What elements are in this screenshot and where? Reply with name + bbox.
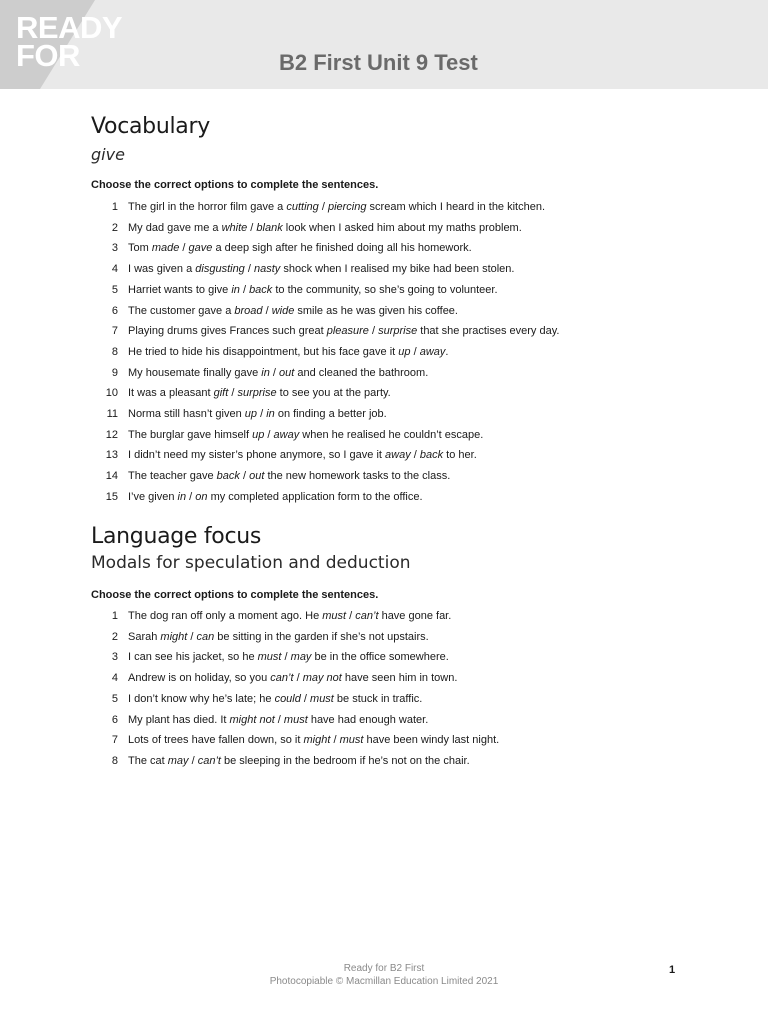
sentence-start: My plant has died. It	[128, 713, 230, 726]
ready-for-logo	[0, 0, 150, 89]
item-sentence	[128, 261, 514, 277]
item-sentence	[128, 365, 428, 381]
option-b[interactable]: must	[310, 692, 334, 705]
sentence-end: that she practises every day.	[417, 325, 560, 338]
item-number: 1	[111, 201, 118, 213]
vocabulary-title: Vocabulary	[91, 114, 210, 139]
option-separator: /	[274, 713, 284, 726]
footer-line-2: Photocopiable © Macmillan Education Limited 2021	[269, 976, 499, 987]
option-b[interactable]: must	[283, 713, 308, 726]
footer	[0, 962, 768, 988]
sentence-start: The burglar gave himself	[128, 428, 253, 441]
sentence-start: I’ve given	[128, 490, 178, 503]
item-sentence	[128, 649, 449, 665]
sentence-end: when he realised he couldn’t escape.	[299, 428, 484, 441]
option-b[interactable]: wide	[271, 304, 295, 317]
option-b[interactable]: surprise	[378, 325, 418, 338]
option-b[interactable]: can	[196, 630, 215, 643]
option-separator: /	[228, 387, 238, 400]
sentence-start: He tried to hide his disappointment, but his face gave it	[128, 345, 399, 358]
option-a[interactable]: pleasure	[326, 325, 369, 338]
sentence-start: Sarah	[128, 630, 161, 643]
option-separator: /	[293, 672, 303, 685]
item-number: 6	[111, 304, 118, 317]
item-number: 7	[111, 734, 118, 747]
item-sentence	[128, 753, 470, 769]
option-a[interactable]: disgusting	[195, 263, 245, 276]
option-b[interactable]: can’t	[197, 754, 221, 767]
sentence-start: The teacher gave	[128, 470, 217, 483]
item-number: 3	[111, 651, 118, 664]
sentence-start: The dog ran off only a moment ago. He	[128, 610, 323, 622]
sentence-start: Playing drums gives Frances such great	[128, 325, 327, 338]
sentence-end: and cleaned the bathroom.	[294, 366, 429, 379]
sentence-start: Norma still hasn’t given	[128, 408, 245, 420]
item-sentence	[128, 220, 522, 236]
item-sentence	[128, 323, 559, 339]
option-b[interactable]: may	[290, 651, 312, 664]
option-separator: /	[239, 283, 250, 296]
sentence-end: have gone far.	[378, 610, 452, 622]
option-a[interactable]: gift	[213, 387, 229, 400]
option-a[interactable]: back	[216, 470, 240, 483]
option-a[interactable]: made	[151, 242, 180, 255]
sentence-end: to see you at the party.	[276, 387, 391, 400]
sentence-end: be stuck in traffic.	[333, 692, 423, 705]
option-b[interactable]: out	[279, 366, 295, 379]
page-number: 1	[669, 964, 676, 976]
option-b[interactable]: must	[339, 734, 364, 747]
item-number: 8	[111, 754, 118, 767]
item-sentence	[128, 489, 423, 505]
option-b[interactable]: on	[195, 490, 208, 503]
option-a[interactable]: might	[303, 734, 331, 747]
item-number: 8	[111, 345, 118, 358]
sentence-end: scream which I heard in the kitchen.	[366, 201, 546, 213]
option-a[interactable]: might not	[229, 713, 275, 726]
item-number: 14	[105, 470, 118, 483]
footer-line-1: Ready for B2 First	[343, 963, 425, 974]
option-b[interactable]: may not	[302, 672, 342, 685]
item-sentence	[128, 282, 498, 298]
item-number: 10	[105, 387, 118, 400]
item-number: 4	[111, 672, 118, 685]
sentence-start: The girl in the horror film gave a	[128, 201, 287, 213]
item-number: 15	[105, 490, 118, 503]
item-number: 3	[111, 242, 118, 255]
option-separator: /	[244, 263, 254, 276]
option-separator: /	[247, 221, 257, 234]
sentence-start: It was a pleasant	[128, 387, 214, 400]
sentence-end: to the community, so she’s going to volunteer.	[272, 283, 498, 296]
page-title: B2 First Unit 9 Test	[279, 50, 478, 75]
option-separator: /	[188, 754, 198, 767]
option-separator: /	[410, 449, 420, 462]
item-sentence	[128, 303, 458, 319]
option-b[interactable]: back	[419, 449, 444, 462]
option-separator: /	[368, 325, 379, 338]
sentence-end: the new homework tasks to the class.	[264, 470, 451, 483]
item-number: 13	[105, 449, 118, 462]
sentence-start: I didn’t need my sister’s phone anymore, so I gave it	[128, 449, 386, 462]
logo-line-2: FOR	[16, 38, 80, 73]
item-number: 4	[111, 263, 118, 276]
item-number: 5	[111, 283, 118, 296]
option-separator: /	[257, 408, 267, 420]
option-b[interactable]: out	[249, 470, 265, 483]
option-a[interactable]: white	[221, 221, 248, 234]
item-sentence	[128, 199, 545, 215]
option-separator: /	[281, 651, 291, 664]
option-b[interactable]: in	[266, 408, 275, 420]
item-number: 7	[111, 325, 118, 338]
option-separator: /	[262, 304, 272, 317]
option-a[interactable]: away	[385, 449, 411, 462]
sentence-start: The customer gave a	[128, 304, 235, 317]
vocabulary-subtitle: give	[91, 145, 125, 164]
sentence-end: on finding a better job.	[274, 408, 387, 420]
option-a[interactable]: may	[167, 754, 189, 767]
sentence-end: be sitting in the garden if she’s not upstairs.	[214, 630, 429, 643]
item-number: 1	[111, 610, 118, 622]
option-a[interactable]: might	[160, 630, 188, 643]
item-sentence	[128, 240, 472, 256]
sentence-end: my completed application form to the office.	[207, 490, 423, 503]
item-sentence	[128, 427, 483, 443]
option-b[interactable]: nasty	[253, 263, 281, 276]
option-b[interactable]: surprise	[237, 387, 277, 400]
item-sentence	[128, 385, 391, 401]
sentence-start: I was given a	[128, 263, 196, 276]
option-separator: /	[187, 630, 197, 643]
sentence-start: The cat	[128, 754, 168, 767]
item-sentence	[128, 732, 499, 748]
option-separator: /	[300, 692, 311, 705]
option-a[interactable]: must	[322, 610, 347, 622]
logo-line-1: READY	[16, 10, 123, 45]
sentence-end: shock when I realised my bike had been stolen.	[280, 263, 515, 276]
option-b[interactable]: away	[273, 428, 300, 441]
option-a[interactable]: broad	[234, 304, 263, 317]
sentence-start: My housemate finally gave	[128, 366, 262, 379]
sentence-end: have had enough water.	[307, 713, 429, 726]
option-a[interactable]: up	[244, 408, 258, 420]
option-separator: /	[410, 345, 420, 358]
item-number: 9	[111, 366, 118, 379]
item-number: 2	[111, 630, 118, 643]
sentence-start: Lots of trees have fallen down, so it	[128, 734, 304, 747]
sentence-end: look when I asked him about my maths problem.	[282, 221, 522, 234]
option-b[interactable]: blank	[256, 221, 283, 234]
sentence-end: .	[445, 345, 449, 358]
sentence-end: have seen him in town.	[341, 672, 458, 685]
item-number: 11	[106, 408, 118, 420]
item-number: 12	[105, 428, 118, 441]
option-separator: /	[264, 428, 274, 441]
option-b[interactable]: can’t	[355, 610, 379, 622]
sentence-end: smile as he was given his coffee.	[294, 304, 458, 317]
option-separator: /	[269, 366, 280, 379]
option-a[interactable]: cutting	[286, 201, 319, 213]
sentence-end: be sleeping in the bedroom if he’s not on the chair.	[220, 754, 470, 767]
option-a[interactable]: could	[274, 692, 301, 705]
sentence-start: I can see his jacket, so he	[128, 651, 258, 664]
language-focus-instruction: Choose the correct options to complete the sentences.	[91, 589, 379, 601]
option-a[interactable]: up	[398, 345, 411, 358]
sentence-start: Andrew is on holiday, so you	[128, 672, 271, 685]
item-number: 2	[111, 221, 118, 234]
option-a[interactable]: up	[252, 428, 265, 441]
option-separator: /	[179, 242, 189, 255]
sentence-start: My dad gave me a	[128, 221, 222, 234]
option-a[interactable]: must	[257, 651, 282, 664]
language-focus-subtitle: Modals for speculation and deduction	[91, 553, 411, 573]
option-separator: /	[239, 470, 250, 483]
item-sentence	[128, 691, 422, 707]
option-separator: /	[330, 734, 340, 747]
language-focus-title: Language focus	[91, 524, 262, 549]
item-number: 5	[111, 692, 118, 705]
sentence-start: Harriet wants to give	[128, 283, 232, 296]
option-a[interactable]: in	[177, 490, 187, 503]
item-sentence	[128, 608, 451, 624]
option-separator: /	[186, 490, 196, 503]
item-number: 6	[111, 713, 118, 726]
item-sentence	[128, 468, 450, 484]
option-b[interactable]: away	[419, 345, 446, 358]
option-separator: /	[346, 610, 356, 622]
option-b[interactable]: gave	[188, 242, 213, 255]
item-sentence	[128, 344, 448, 360]
item-sentence	[128, 670, 457, 686]
sentence-start: Tom	[128, 242, 152, 255]
option-b[interactable]: piercing	[327, 201, 367, 213]
option-a[interactable]: can’t	[270, 672, 294, 685]
sentence-end: to her.	[443, 449, 477, 462]
option-separator: /	[318, 201, 328, 213]
option-b[interactable]: back	[249, 283, 273, 296]
vocabulary-instruction: Choose the correct options to complete the sentences.	[91, 179, 379, 191]
sentence-start: I don’t know why he’s late; he	[128, 692, 275, 705]
sentence-end: be in the office somewhere.	[311, 651, 449, 664]
sentence-end: have been windy last night.	[363, 734, 500, 747]
item-sentence	[128, 629, 429, 645]
item-sentence	[128, 712, 428, 728]
option-a[interactable]: in	[231, 283, 240, 296]
item-sentence	[128, 447, 477, 463]
item-sentence	[128, 406, 387, 422]
sentence-end: a deep sigh after he finished doing all his homework.	[212, 242, 472, 255]
option-a[interactable]: in	[261, 366, 270, 379]
